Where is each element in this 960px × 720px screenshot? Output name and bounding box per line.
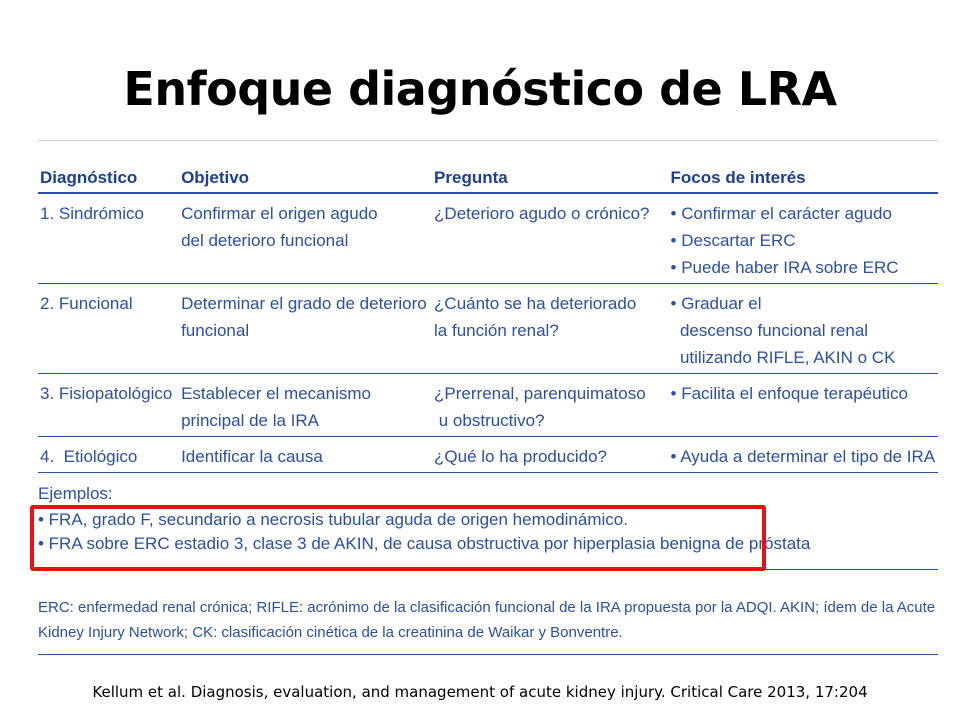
cell-line: • Descartar ERC <box>670 231 796 250</box>
cell-objetivo <box>179 437 432 473</box>
cell-line: • Confirmar el carácter agudo <box>670 204 892 223</box>
header-focos: Focos de interés <box>669 164 938 193</box>
cell-focos <box>669 374 938 437</box>
table-row <box>38 374 938 437</box>
diagnostic-table <box>38 164 938 473</box>
cell-objetivo <box>179 374 432 437</box>
cell-line: Establecer el mecanismo <box>181 384 371 403</box>
page-title: Enfoque diagnóstico de LRA <box>123 62 837 116</box>
cell-line: u obstructivo? <box>434 411 545 430</box>
examples-heading: Ejemplos: <box>38 484 113 503</box>
cell-diagnostico <box>38 374 179 437</box>
cell-focos <box>669 437 938 473</box>
examples-divider <box>38 569 938 570</box>
cell-line: 4. Etiológico <box>40 447 138 466</box>
highlight-box <box>30 505 766 571</box>
cell-line: Identificar la causa <box>181 447 323 466</box>
cell-line: • Graduar el <box>670 294 762 313</box>
cell-line: descenso funcional renal <box>670 321 869 340</box>
cell-line: Confirmar el origen agudo <box>181 204 378 223</box>
cell-line: • Ayuda a determinar el tipo de IRA <box>670 447 936 466</box>
cell-line: ¿Qué lo ha producido? <box>434 447 607 466</box>
cell-line: • Facilita el enfoque terapéutico <box>670 384 909 403</box>
cell-line: ¿Cuánto se ha deteriorado <box>434 294 637 313</box>
footnote-text: ERC: enfermedad renal crónica; RIFLE: acrónimo de la clasificación funcional de la IRA propuesta por la ADQI. AKIN; ídem de la Acute Kidney Injury Network; CK: clasificación cinética de la creatinina de Waikar y Bonventre. <box>38 599 936 641</box>
cell-line: ¿Deterioro agudo o crónico? <box>434 204 650 223</box>
cell-line: 3. Fisiopatológico <box>40 384 173 403</box>
header-pregunta: Pregunta <box>432 164 669 193</box>
cell-line: 1. Sindrómico <box>40 204 144 223</box>
citation-text: Kellum et al. Diagnosis, evaluation, and management of acute kidney injury. Critical Care 2013, 17:204 <box>92 683 868 701</box>
cell-diagnostico <box>38 284 179 374</box>
cell-diagnostico <box>38 193 179 284</box>
cell-line: la función renal? <box>434 321 559 340</box>
cell-line: • Puede haber IRA sobre ERC <box>670 258 899 277</box>
table-header-row <box>38 164 938 193</box>
cell-line: utilizando RIFLE, AKIN o CK <box>670 348 896 367</box>
cell-diagnostico <box>38 437 179 473</box>
table-row <box>38 193 938 284</box>
cell-pregunta <box>432 284 669 374</box>
cell-focos <box>669 193 938 284</box>
cell-pregunta <box>432 193 669 284</box>
cell-line: del deterioro funcional <box>181 231 349 250</box>
example-item: • FRA sobre ERC estadio 3, clase 3 de AKIN, de causa obstructiva por hiperplasia benigna de próstata <box>38 534 811 553</box>
cell-line: principal de la IRA <box>181 411 320 430</box>
cell-line: Determinar el grado de deterioro <box>181 294 427 313</box>
cell-line: ¿Prerrenal, parenquimatoso <box>434 384 646 403</box>
cell-objetivo <box>179 284 432 374</box>
cell-focos <box>669 284 938 374</box>
table-row <box>38 437 938 473</box>
cell-line: funcional <box>181 321 250 340</box>
header-objetivo: Objetivo <box>179 164 432 193</box>
cell-pregunta <box>432 374 669 437</box>
table-row <box>38 284 938 374</box>
cell-pregunta <box>432 437 669 473</box>
top-divider <box>38 140 938 141</box>
cell-objetivo <box>179 193 432 284</box>
bottom-divider <box>38 654 938 655</box>
header-diagnostico: Diagnóstico <box>38 164 179 193</box>
example-item: • FRA, grado F, secundario a necrosis tubular aguda de origen hemodinámico. <box>38 510 628 529</box>
cell-line: 2. Funcional <box>40 294 133 313</box>
